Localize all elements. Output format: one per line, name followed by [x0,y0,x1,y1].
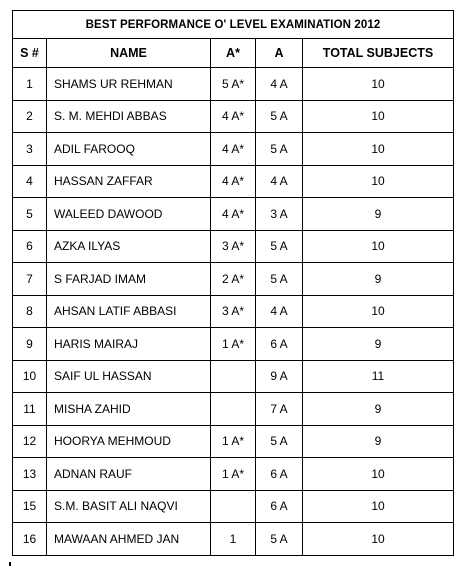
cell-sn: 3 [13,133,47,166]
results-table [12,10,454,556]
cell-sn: 4 [13,165,47,198]
table-row [13,198,454,231]
cell-total: 10 [303,100,454,133]
cell-total: 10 [303,165,454,198]
table-row [13,425,454,458]
cell-sn: 11 [13,393,47,426]
cell-sn: 1 [13,68,47,101]
cell-sn: 9 [13,328,47,361]
table-row [13,263,454,296]
cell-a: 7 A [256,393,303,426]
cell-sn: 2 [13,100,47,133]
cell-total: 9 [303,425,454,458]
cell-total: 9 [303,393,454,426]
cell-total: 10 [303,230,454,263]
cell-a: 4 A [256,68,303,101]
column-header-a: A [256,39,303,68]
stray-mark [9,562,11,566]
cell-a: 4 A [256,295,303,328]
cell-name: AZKA ILYAS [47,230,211,263]
cell-sn: 12 [13,425,47,458]
cell-name: SHAMS UR REHMAN [47,68,211,101]
cell-astar [211,360,256,393]
cell-sn: 16 [13,523,47,556]
cell-name: ADNAN RAUF [47,458,211,491]
cell-sn: 5 [13,198,47,231]
cell-a: 4 A [256,165,303,198]
header-row [13,39,454,68]
table-row [13,328,454,361]
table-row [13,100,454,133]
column-header-astar: A* [211,39,256,68]
cell-total: 11 [303,360,454,393]
cell-a: 5 A [256,230,303,263]
cell-astar [211,393,256,426]
cell-astar: 4 A* [211,198,256,231]
column-header-name: NAME [47,39,211,68]
cell-sn: 15 [13,490,47,523]
table-row [13,458,454,491]
cell-total: 10 [303,490,454,523]
cell-a: 6 A [256,458,303,491]
cell-a: 3 A [256,198,303,231]
table-row [13,360,454,393]
cell-astar: 1 A* [211,458,256,491]
cell-astar: 4 A* [211,165,256,198]
title-row [13,11,454,39]
cell-a: 5 A [256,133,303,166]
cell-name: S.M. BASIT ALI NAQVI [47,490,211,523]
cell-name: WALEED DAWOOD [47,198,211,231]
cell-a: 5 A [256,523,303,556]
cell-astar: 4 A* [211,100,256,133]
cell-name: HARIS MAIRAJ [47,328,211,361]
cell-a: 5 A [256,425,303,458]
cell-name: ADIL FAROOQ [47,133,211,166]
cell-total: 10 [303,458,454,491]
cell-astar: 1 A* [211,425,256,458]
cell-astar: 2 A* [211,263,256,296]
cell-name: AHSAN LATIF ABBASI [47,295,211,328]
cell-astar: 4 A* [211,133,256,166]
cell-name: MISHA ZAHID [47,393,211,426]
cell-sn: 6 [13,230,47,263]
cell-a: 9 A [256,360,303,393]
cell-total: 10 [303,295,454,328]
cell-total: 9 [303,328,454,361]
column-header-total: TOTAL SUBJECTS [303,39,454,68]
table-row [13,165,454,198]
cell-total: 9 [303,263,454,296]
cell-sn: 13 [13,458,47,491]
table-row [13,523,454,556]
cell-sn: 10 [13,360,47,393]
table-row [13,133,454,166]
cell-a: 6 A [256,328,303,361]
table-row [13,490,454,523]
cell-a: 5 A [256,100,303,133]
cell-a: 6 A [256,490,303,523]
table-row [13,68,454,101]
column-header-sn: S # [13,39,47,68]
cell-astar: 1 A* [211,328,256,361]
cell-sn: 7 [13,263,47,296]
cell-name: HOORYA MEHMOUD [47,425,211,458]
cell-total: 10 [303,523,454,556]
cell-a: 5 A [256,263,303,296]
cell-astar [211,490,256,523]
table-title: BEST PERFORMANCE O' LEVEL EXAMINATION 2012 [13,11,454,39]
cell-total: 10 [303,133,454,166]
cell-total: 9 [303,198,454,231]
cell-astar: 1 [211,523,256,556]
cell-name: S. M. MEHDI ABBAS [47,100,211,133]
table-row [13,295,454,328]
cell-sn: 8 [13,295,47,328]
cell-name: S FARJAD IMAM [47,263,211,296]
cell-name: HASSAN ZAFFAR [47,165,211,198]
cell-total: 10 [303,68,454,101]
cell-astar: 5 A* [211,68,256,101]
table-row [13,230,454,263]
cell-astar: 3 A* [211,295,256,328]
cell-name: MAWAAN AHMED JAN [47,523,211,556]
table-row [13,393,454,426]
cell-astar: 3 A* [211,230,256,263]
cell-name: SAIF UL HASSAN [47,360,211,393]
